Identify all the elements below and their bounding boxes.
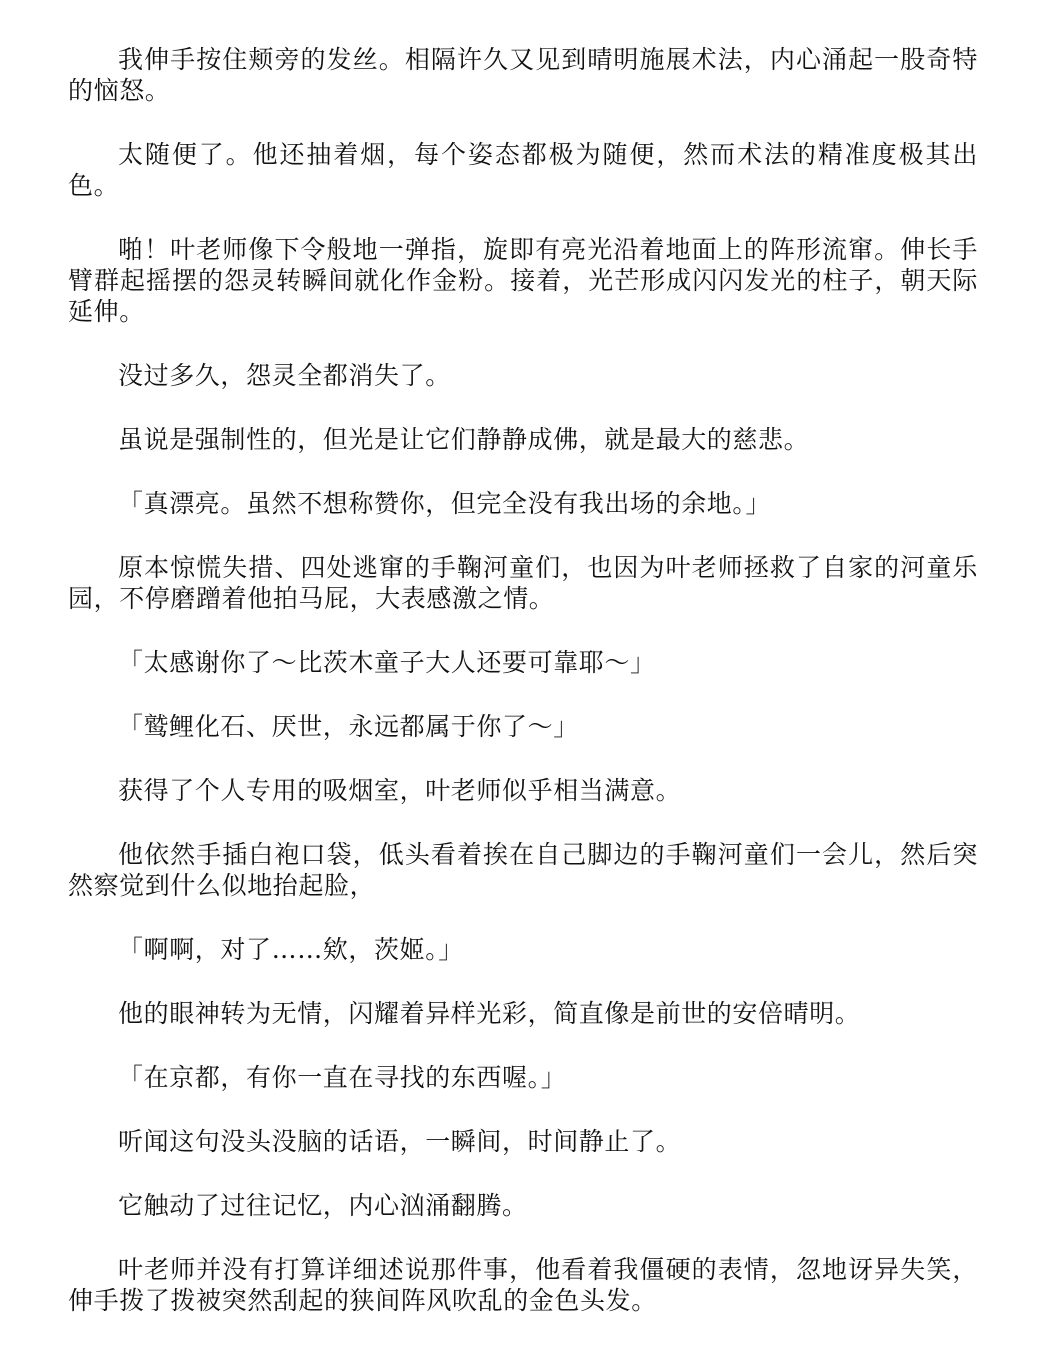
dialogue-1: 「真漂亮。虽然不想称赞你，但完全没有我出场的余地。」	[118, 489, 772, 518]
paragraph-2: 太随便了。他还抽着烟，每个姿态都极为随便，然而术法的精准度极其出色。	[68, 140, 978, 200]
document-page	[68, 44, 978, 1349]
paragraph-3: 啪！叶老师像下令般地一弹指，旋即有亮光沿着地面上的阵形流窜。伸长手臂群起摇摆的怨灵转瞬间就化作金粉。接着，光芒形成闪闪发光的柱子，朝天际延伸。	[68, 235, 978, 326]
paragraph-7: 获得了个人专用的吸烟室，叶老师似乎相当满意。	[118, 776, 682, 805]
paragraph-9: 他的眼神转为无情，闪耀着异样光彩，简直像是前世的安倍晴明。	[118, 999, 861, 1028]
paragraph-5: 虽说是强制性的，但光是让它们静静成佛，就是最大的慈悲。	[118, 425, 810, 454]
paragraph-12: 叶老师并没有打算详细述说那件事，他看着我僵硬的表情，忽地讶异失笑，伸手拨了拨被突然刮起的狭间阵风吹乱的金色头发。	[68, 1255, 978, 1315]
dialogue-3: 「鹫鲤化石、厌世，永远都属于你了～」	[118, 712, 579, 741]
dialogue-5: 「在京都，有你一直在寻找的东西喔。」	[118, 1063, 567, 1092]
paragraph-8: 他依然手插白袍口袋，低头看着挨在自己脚边的手鞠河童们一会儿，然后突然察觉到什么似地抬起脸，	[68, 840, 978, 900]
paragraph-6: 原本惊慌失措、四处逃窜的手鞠河童们，也因为叶老师拯救了自家的河童乐园，不停磨蹭着他拍马屁，大表感激之情。	[68, 553, 978, 613]
dialogue-4: 「啊啊，对了……欸，茨姬。」	[118, 935, 464, 964]
dialogue-2: 「太感谢你了～比茨木童子大人还要可靠耶～」	[118, 648, 656, 677]
paragraph-11: 它触动了过往记忆，内心汹涌翻腾。	[118, 1191, 528, 1220]
paragraph-10: 听闻这句没头没脑的话语，一瞬间，时间静止了。	[118, 1127, 682, 1156]
paragraph-4: 没过多久，怨灵全都消失了。	[118, 361, 451, 390]
paragraph-1: 我伸手按住颊旁的发丝。相隔许久又见到晴明施展术法，内心涌起一股奇特的恼怒。	[68, 45, 978, 105]
